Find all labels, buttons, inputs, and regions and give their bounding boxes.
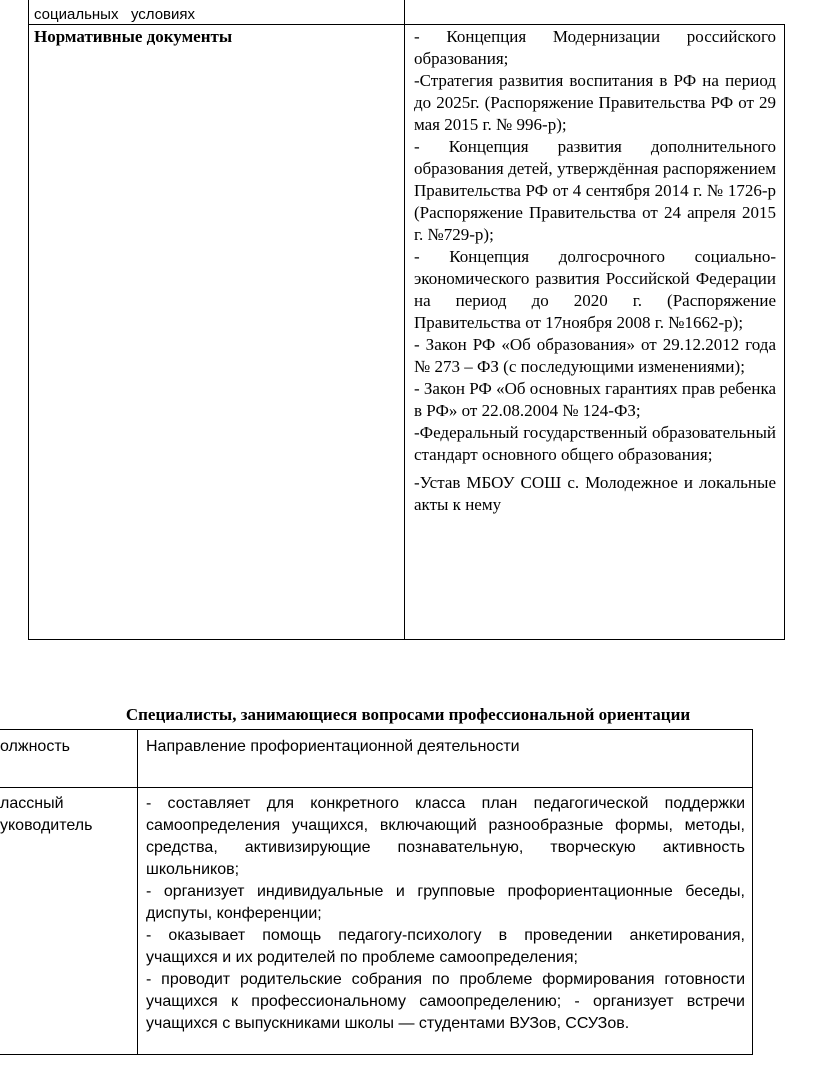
table2-right-border [752, 729, 753, 1055]
section-title: Специалисты, занимающиеся вопросами профессиональной ориентации [125, 705, 691, 724]
table1-item: -Федеральный государственный образовательный стандарт основного общего образования; [414, 423, 776, 464]
table1-item: - Концепция долгосрочного социально-экономического развития Российской Федерации на период до 2020 г. (Распоряжение Правительства от 17ноября 2008 г. №1662-р); [414, 247, 776, 332]
table1-top-row-text: социальных условиях [34, 6, 196, 23]
table2-item: - проводит родительские собрания по проблеме формирования готовности учащихся к профессиональному самоопределению; - организует встречи учащихся с выпускниками школы — студентами ВУЗов, ССУЗов. [146, 971, 745, 1032]
table1-item: - Закон РФ «Об основных гарантиях прав ребенка в РФ» от 22.08.2004 № 124-ФЗ; [414, 379, 776, 420]
table2-divider [137, 729, 138, 1055]
table2-items [146, 793, 745, 1035]
table2-header-col1: олжность [0, 738, 70, 755]
table2-item: - оказывает помощь педагогу-психологу в проведении анкетирования, учащихся и их родителей по проблеме самоопределения; [146, 927, 745, 966]
table2-item: - организует индивидуальные и групповые профориентационные беседы, диспуты, конференции; [146, 883, 745, 922]
table1-items [414, 26, 776, 516]
table1-header-top-border [404, 24, 785, 25]
table2-top-border [0, 729, 753, 730]
table1-item: -Стратегия развития воспитания в РФ на период до 2025г. (Распоряжение Правительства РФ от 29 мая 2015 г. № 996-р); [414, 71, 776, 134]
table2-row-col1-line1: лассный [0, 795, 64, 812]
table1-item: - Концепция Модернизации российского образования; [414, 27, 776, 68]
table1-item: - Закон РФ «Об образования» от 29.12.2012 года № 273 – ФЗ (с последующими изменениями); [414, 335, 776, 376]
table2-bottom-border [0, 1054, 753, 1055]
table1-divider [404, 24, 405, 640]
table1-item: -Устав МБОУ СОШ с. Молодежное и локальные акты к нему [414, 473, 776, 514]
table1-item: - Концепция развития дополнительного образования детей, утверждённая распоряжением Правительства РФ от 4 сентября 2014 г. № 1726-р (Распоряжение Правительства от 24 апреля 2015 г. №729-р); [414, 137, 776, 244]
table1-left-border [28, 0, 29, 640]
table1-right-border [784, 24, 785, 640]
table2-row-col1 [0, 793, 92, 837]
table2-row-col1-line2: уководитель [0, 817, 93, 834]
table2-header-col2: Направление профориентационной деятельности [146, 738, 520, 755]
table2-item: - составляет для конкретного класса план педагогической поддержки самоопределения учащихся, включающий разнообразные формы, методы, средства, активизирующие познавательную, творческую активность школьников; [146, 795, 745, 878]
table1-bottom-border [28, 639, 785, 640]
table1-top-row-right-border [404, 0, 405, 25]
table1-header-label: Нормативные документы [34, 27, 233, 46]
table2-header-bottom-border [0, 787, 753, 788]
